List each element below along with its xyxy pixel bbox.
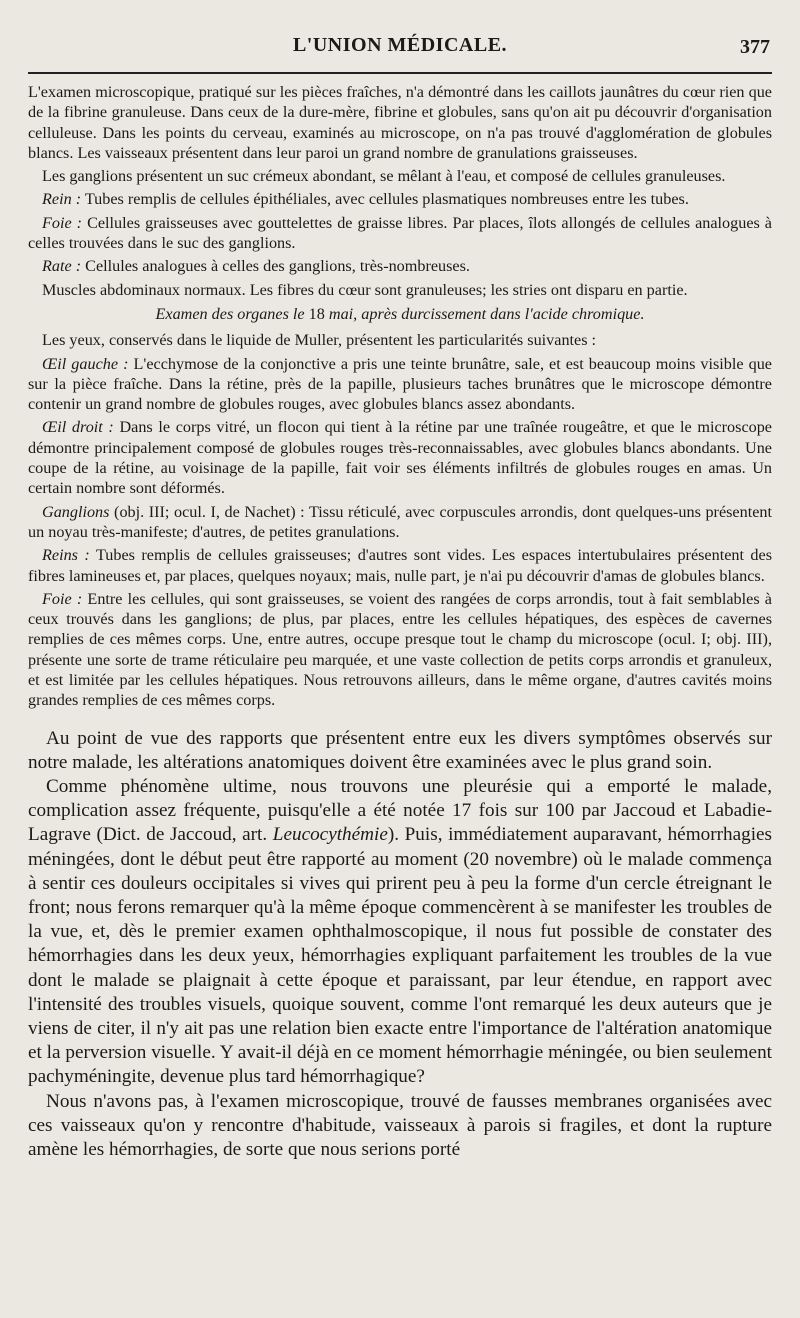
header-rule [28, 72, 772, 74]
paragraph-muscles: Muscles abdominaux normaux. Les fibres du cœur sont granuleuses; les stries ont disparu en partie. [42, 280, 688, 299]
paragraph-oeil-gauche: Œil gauche : L'ecchymose de la conjonctive a pris une teinte brunâtre, sale, et est beaucoup moins visible que sur la pièce fraîche. Dans la rétine, près de la papille, plusieurs taches brunâtres que le microscope démontre contenir un grand nombre de globules rouges, avec globules blancs assez abondants. [28, 354, 772, 414]
paragraph-ganglions: Les ganglions présentent un suc crémeux abondant, se mêlant à l'eau, et composé de cellules granuleuses. [42, 167, 726, 186]
running-title: L'UNION MÉDICALE. [292, 34, 508, 56]
paragraph-discussion-1: Au point de vue des rapports que présentent entre eux les divers symptômes observés sur notre malade, les altérations anatomiques doivent être examinées avec le plus grand soin. [28, 727, 772, 773]
paragraph-oeil-droit: Œil droit : Dans le corps vitré, un flocon qui tient à la rétine par une traînée rougeâtre, et que le microscope démontre principalement composé de globules rouges très-reconnaissables, avec globules blancs abondants. Une coupe de la rétine, au voisinage de la papille, fait voir ses éléments infiltrés de globules rouges en amas. Un certain nombre sont déformés. [28, 418, 772, 498]
paragraph-reins: Reins : Tubes remplis de cellules graisseuses; d'autres sont vides. Les espaces intertubulaires présentent des fibres lamineuses et, par places, quelques noyaux; mais, nulle part, je n'ai pu découvrir d'amas de globules blancs. [28, 546, 772, 585]
paragraph-foie-2: Foie : Entre les cellules, qui sont graisseuses, se voient des rangées de corps arrondis, tout à fait semblables à ceux trouvés dans les ganglions; de plus, par places, entre les cellules hépatiques, des espèces de cavernes remplies de ces mêmes corps. Une, entre autres, occupe presque tout le champ du microscope (ocul. I; obj. III), présente une sorte de trame réticulaire peu marquée, et une vaste collection de petits corps arrondis et granuleux, et est limitée par les cellules hépatiques. Nous retrouvons ailleurs, dans le même organe, d'autres cavités moins grandes remplies de ces mêmes corps. [28, 589, 772, 710]
paragraph-rein: Rein : Tubes remplis de cellules épithéliales, avec cellules plasmatiques nombreuses entre les tubes. [42, 190, 689, 209]
paragraph-discussion-2: Comme phénomène ultime, nous trouvons une pleurésie qui a emporté le malade, complication assez fréquente, puisqu'elle a été notée 17 fois sur 100 par Jaccoud et Labadie-Lagrave (Dict. de Jaccoud, art. Leucocythémie). Puis, immédiatement auparavant, hémorrhagies méningées, dont le début peut être rapporté au moment (20 novembre) où le malade commença à sentir ces douleurs occipitales si vives qui prirent peu à peu la forme d'un cercle étreignant le front; nous ferons remarquer qu'à la même époque commencèrent à se manifester les troubles de la vue, et, dès le premier examen ophthalmoscopique, il nous fut possible de constater des hémorrhagies dans les deux yeux, hémorrhagies expliquant parfaitement les troubles de la vue dont le malade se plaignait à cette époque et paraissant, par leur étendue, en rapport avec l'intensité des troubles visuels, quoique souvent, comme l'ont remarqué les deux auteurs que je viens de citer, il n'y ait pas une relation bien exacte entre l'importance de l'altération anatomique et la perversion visuelle. Y avait-il déjà en ce moment hémorrhagie méningée, ou bien seulement pachyméningite, devenue plus tard hémorrhagique? [28, 776, 773, 1088]
paragraph-discussion-3: Nous n'avons pas, à l'examen microscopique, trouvé de fausses membranes organisées avec ces vaisseaux qu'on y rencontre d'habitude, vaisseaux à parois si fragiles, et dont la rupture amène les hémorrhagies, de sorte que nous serions porté [28, 1090, 772, 1161]
paragraph-ganglions-2: Ganglions (obj. III; ocul. I, de Nachet) : Tissu réticulé, avec corpuscules arrondis, dont quelques-uns présentent un noyau très-manifeste; d'autres, de petites granulations. [28, 502, 772, 541]
observation-notes [28, 82, 772, 711]
paragraph-rate: Rate : Cellules analogues à celles des ganglions, très-nombreuses. [42, 257, 470, 276]
section-heading: Examen des organes le 18 mai, après durcissement dans l'acide chromique. [155, 304, 645, 323]
paragraph-yeux: Les yeux, conservés dans le liquide de Muller, présentent les particularités suivantes : [42, 331, 597, 350]
page-header [28, 34, 772, 64]
page-number: 377 [740, 36, 770, 58]
discussion-text [28, 727, 772, 1163]
paragraph-microscopic-exam: L'examen microscopique, pratiqué sur les pièces fraîches, n'a démontré dans les caillots jaunâtres du cœur rien que de la fibrine granuleuse. Dans ceux de la dure-mère, fibrine et globules, sans qu'on ait pu découvrir d'organisation celluleuse. Dans les points du cerveau, examinés au microscope, on n'a pas trouvé d'agglomération de globules blancs. Les vaisseaux présentent dans leur paroi un grand nombre de granulations graisseuses. [28, 83, 772, 162]
paragraph-foie: Foie : Cellules graisseuses avec gouttelettes de graisse libres. Par places, îlots allongés de cellules analogues à celles trouvées dans le suc des ganglions. [28, 213, 772, 253]
